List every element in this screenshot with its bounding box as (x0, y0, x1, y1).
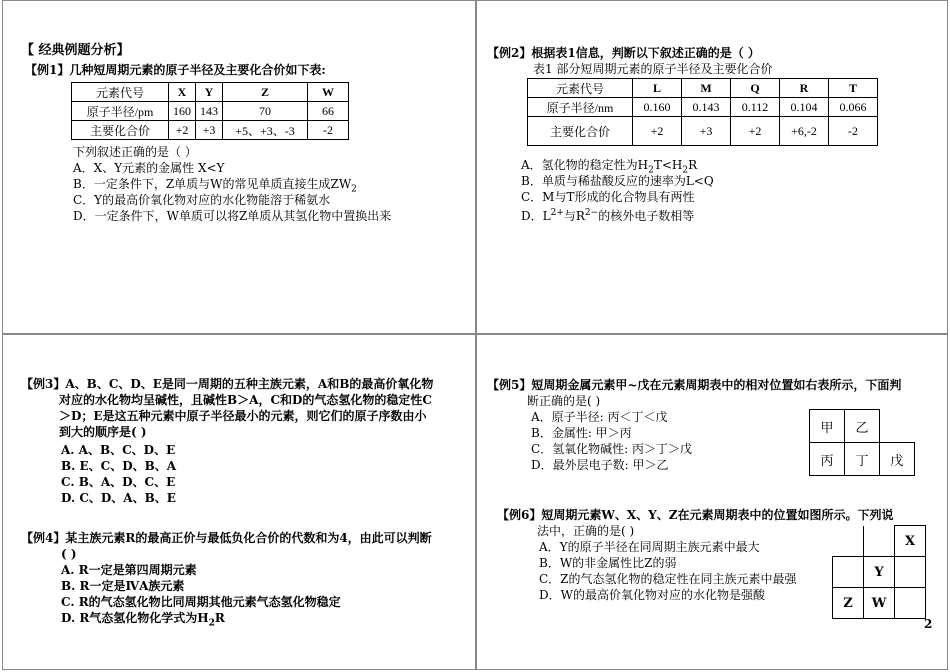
example-2-option-d: D．$L^{2+}$与$R^{2-}$的核外电子数相等 (521, 208, 695, 223)
panel-example-2 (476, 0, 948, 334)
example-1-option-a: A．X、Y元素的金属性 X<Y (73, 161, 225, 175)
grid-cell: Z (833, 588, 864, 619)
example-3-option-b: B. E、C、D、B、A (61, 459, 177, 473)
example-3-line-3: ＞D；E是这五种元素中原子半径最小的元素，则它们的原子序数由小 (59, 409, 427, 423)
example-5-option-b: B．金属性: 甲＞丙 (531, 426, 632, 440)
example-2-table (527, 78, 878, 146)
example-6-option-a: A．Y的原子半径在同周期主族元素中最大 (539, 540, 760, 554)
table-row: 主要化合价 +2 +3 +2 +6,-2 -2 (528, 117, 878, 146)
grid-cell: W (864, 588, 895, 619)
example-1-label: 【例1】 (25, 63, 70, 77)
example-4-label: 【例4】 (21, 531, 66, 545)
grid-cell (880, 410, 915, 443)
example-3-label: 【例3】 (21, 377, 66, 391)
grid-cell (864, 526, 895, 557)
example-6-option-c: C．Z的气态氢化物的稳定性在同主族元素中最强 (539, 572, 797, 586)
grid-cell (833, 526, 864, 557)
example-2-option-c: C．M与T形成的化合物具有两性 (521, 190, 695, 204)
example-4-option-d: D. R气态氢化物化学式为$H_2R$ (61, 611, 225, 629)
grid-cell: 丙 (810, 443, 845, 476)
example-6-option-d: D．W的最高价氧化物对应的水化物是强酸 (539, 588, 765, 602)
grid-cell: 丁 (845, 443, 880, 476)
grid-cell: X (895, 526, 926, 557)
example-1-option-b: B．一定条件下，Z单质与W的常见单质直接生成$ZW_2$ (73, 177, 357, 195)
grid-cell: Y (864, 557, 895, 588)
example-5-periodic-grid (809, 409, 915, 476)
example-4-line-1: 某主族元素R的最高正价与最低负化合价的代数和为4，由此可以判断 (65, 531, 432, 545)
example-3-line-1: A、B、C、D、E是同一周期的五种主族元素，A和B的最高价氧化物 (65, 377, 434, 391)
example-3-option-a: A. A、B、C、D、E (61, 443, 176, 457)
table-header-row: 元素代号 L M Q R T (528, 79, 878, 98)
table-header-row: 元素代号 X Y Z W (72, 83, 349, 102)
panel-examples-3-4 (2, 334, 476, 670)
grid-cell: 戊 (880, 443, 915, 476)
example-2-table-caption: 表1 部分短周期元素的原子半径及主要化合价 (533, 62, 773, 76)
example-5-line-1: 短周期金属元素甲~戊在元素周期表中的相对位置如右表所示，下面判 (531, 378, 902, 392)
example-2-stem: 根据表1信息，判断以下叙述正确的是（ ） (531, 46, 760, 60)
page-number: 2 (924, 617, 933, 631)
example-1-table (71, 82, 349, 140)
example-2-label: 【例2】 (487, 46, 532, 60)
section-title: 【 经典例题分析】 (21, 43, 130, 58)
panel-example-1 (2, 0, 476, 334)
example-6-line-2: 法中，正确的是( ) (537, 524, 635, 538)
example-5-option-c: C．氢氧化物碱性: 丙＞丁＞戊 (531, 442, 693, 456)
grid-cell (833, 557, 864, 588)
panel-examples-5-6 (476, 334, 948, 670)
example-1-option-c: C．Y的最高价氧化物对应的水化物能溶于稀氨水 (73, 193, 331, 207)
example-4-line-2: ( ) (61, 547, 77, 561)
example-3-line-4: 到大的顺序是( ) (59, 425, 147, 439)
example-4-option-b: B. R一定是ⅣA族元素 (61, 579, 185, 593)
example-6-label: 【例6】 (497, 508, 542, 522)
example-4-option-c: C. R的气态氢化物比同周期其他元素气态氢化物稳定 (61, 595, 341, 609)
table-row: 原子半径/nm 0.160 0.143 0.112 0.104 0.066 (528, 98, 878, 117)
example-6-periodic-grid (832, 525, 926, 619)
table-row: 原子半径/pm 160 143 70 66 (72, 102, 349, 121)
grid-cell: 乙 (845, 410, 880, 443)
grid-cell (895, 588, 926, 619)
grid-cell: 甲 (810, 410, 845, 443)
example-5-line-2: 断正确的是( ) (527, 394, 601, 408)
example-1-stem: 几种短周期元素的原子半径及主要化合价如下表: (69, 63, 326, 77)
example-1-option-d: D．一定条件下，W单质可以将Z单质从其氢化物中置换出来 (73, 209, 392, 223)
grid-cell (895, 557, 926, 588)
example-5-option-a: A．原子半径: 丙＜丁＜戊 (531, 410, 668, 424)
example-3-line-2: 对应的水化物均呈碱性，且碱性B＞A，C和D的气态氢化物的稳定性C (59, 393, 432, 407)
example-3-option-c: C. B、A、D、C、E (61, 475, 176, 489)
example-2-option-a: A．氢化物的稳定性为$H_2T<H_2R$ (521, 158, 698, 176)
example-3-option-d: D. C、D、A、B、E (61, 491, 176, 505)
example-6-option-b: B．W的非金属性比Z的弱 (539, 556, 677, 570)
example-1-question: 下列叙述正确的是（ ） (73, 145, 197, 159)
example-5-label: 【例5】 (487, 378, 532, 392)
example-4-option-a: A. R一定是第四周期元素 (61, 563, 197, 577)
example-2-option-b: B．单质与稀盐酸反应的速率为L<Q (521, 174, 714, 188)
table-row: 主要化合价 +2 +3 +5、+3、-3 -2 (72, 121, 349, 140)
example-6-line-1: 短周期元素W、X、Y、Z在元素周期表中的位置如图所示。下列说 (541, 508, 894, 522)
example-5-option-d: D．最外层电子数: 甲＞乙 (531, 458, 669, 472)
